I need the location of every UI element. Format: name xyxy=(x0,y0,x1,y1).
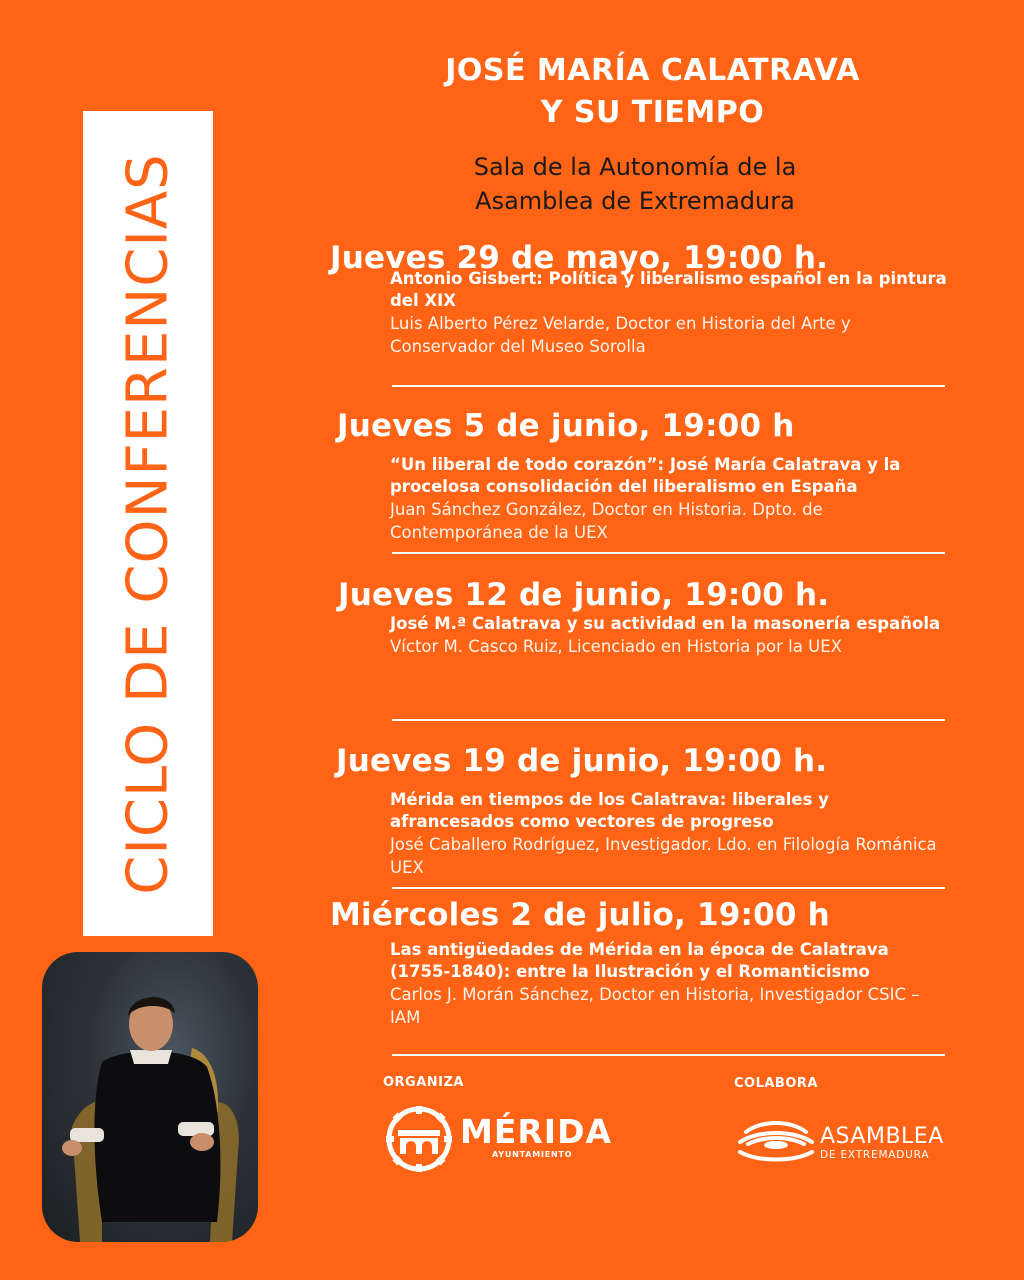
page-title xyxy=(380,50,925,134)
venue-line-1: Sala de la Autonomía de la xyxy=(473,153,797,181)
merida-ayuntamiento-logo-icon xyxy=(386,1106,452,1172)
event-5 xyxy=(330,897,950,1029)
event-speaker: Juan Sánchez González, Doctor en Historia. Dpto. de Contemporánea de la UEX xyxy=(390,500,823,542)
event-talk: Antonio Gisbert: Política y liberalismo español en la pintura del XIX xyxy=(390,269,947,310)
event-talk: “Un liberal de todo corazón”: José María Calatrava y la procelosa consolidación del liberalismo en España xyxy=(390,455,901,496)
venue xyxy=(380,150,890,218)
divider xyxy=(392,1054,945,1056)
portrait-painting-icon xyxy=(42,952,258,1242)
divider xyxy=(392,719,945,721)
venue-line-2: Asamblea de Extremadura xyxy=(475,187,795,215)
asamblea-logo xyxy=(736,1114,946,1170)
event-speaker: José Caballero Rodríguez, Investigador. Ldo. en Filología Románica UEX xyxy=(390,835,937,877)
title-line-2: Y SU TIEMPO xyxy=(540,95,765,130)
divider xyxy=(392,552,945,554)
vertical-banner xyxy=(83,111,213,936)
asamblea-logo-name: ASAMBLEA xyxy=(820,1124,944,1149)
event-speaker: Víctor M. Casco Ruiz, Licenciado en Historia por la UEX xyxy=(390,637,842,656)
banner-title: CICLO DE CONFERENCIAS xyxy=(115,152,181,895)
asamblea-extremadura-logo-icon xyxy=(736,1114,816,1166)
title-line-1: JOSÉ MARÍA CALATRAVA xyxy=(445,53,860,88)
event-speaker: Carlos J. Morán Sánchez, Doctor en Historia, Investigador CSIC – IAM xyxy=(390,985,920,1027)
event-date: Miércoles 2 de julio, 19:00 h xyxy=(330,897,830,933)
asamblea-logo-sub: DE EXTREMADURA xyxy=(820,1149,930,1161)
event-2 xyxy=(330,408,950,544)
event-speaker: Luis Alberto Pérez Velarde, Doctor en Historia del Arte y Conservador del Museo Sorolla xyxy=(390,314,851,356)
event-talk: Mérida en tiempos de los Calatrava: liberales y afrancesados como vectores de progreso xyxy=(390,790,829,831)
event-talk: José M.ª Calatrava y su actividad en la masonería española xyxy=(390,614,941,633)
merida-logo-sub: AYUNTAMIENTO xyxy=(492,1150,573,1159)
event-date: Jueves 19 de junio, 19:00 h. xyxy=(336,743,828,779)
merida-logo-name: MÉRIDA xyxy=(460,1112,613,1151)
portrait-image xyxy=(42,952,258,1242)
event-date: Jueves 12 de junio, 19:00 h. xyxy=(338,577,830,613)
event-date: Jueves 29 de mayo, 19:00 h. xyxy=(330,240,829,276)
divider xyxy=(392,887,945,889)
event-3 xyxy=(330,577,950,658)
event-1 xyxy=(330,240,950,358)
event-date: Jueves 5 de junio, 19:00 h xyxy=(337,408,795,444)
organiza-label: ORGANIZA xyxy=(383,1075,464,1090)
merida-logo xyxy=(386,1106,616,1172)
event-talk: Las antigüedades de Mérida en la época de Calatrava (1755-1840): entre la Ilustración y el Romanticismo xyxy=(390,940,889,981)
colabora-label: COLABORA xyxy=(734,1076,818,1091)
divider xyxy=(392,385,945,387)
event-4 xyxy=(330,743,950,879)
